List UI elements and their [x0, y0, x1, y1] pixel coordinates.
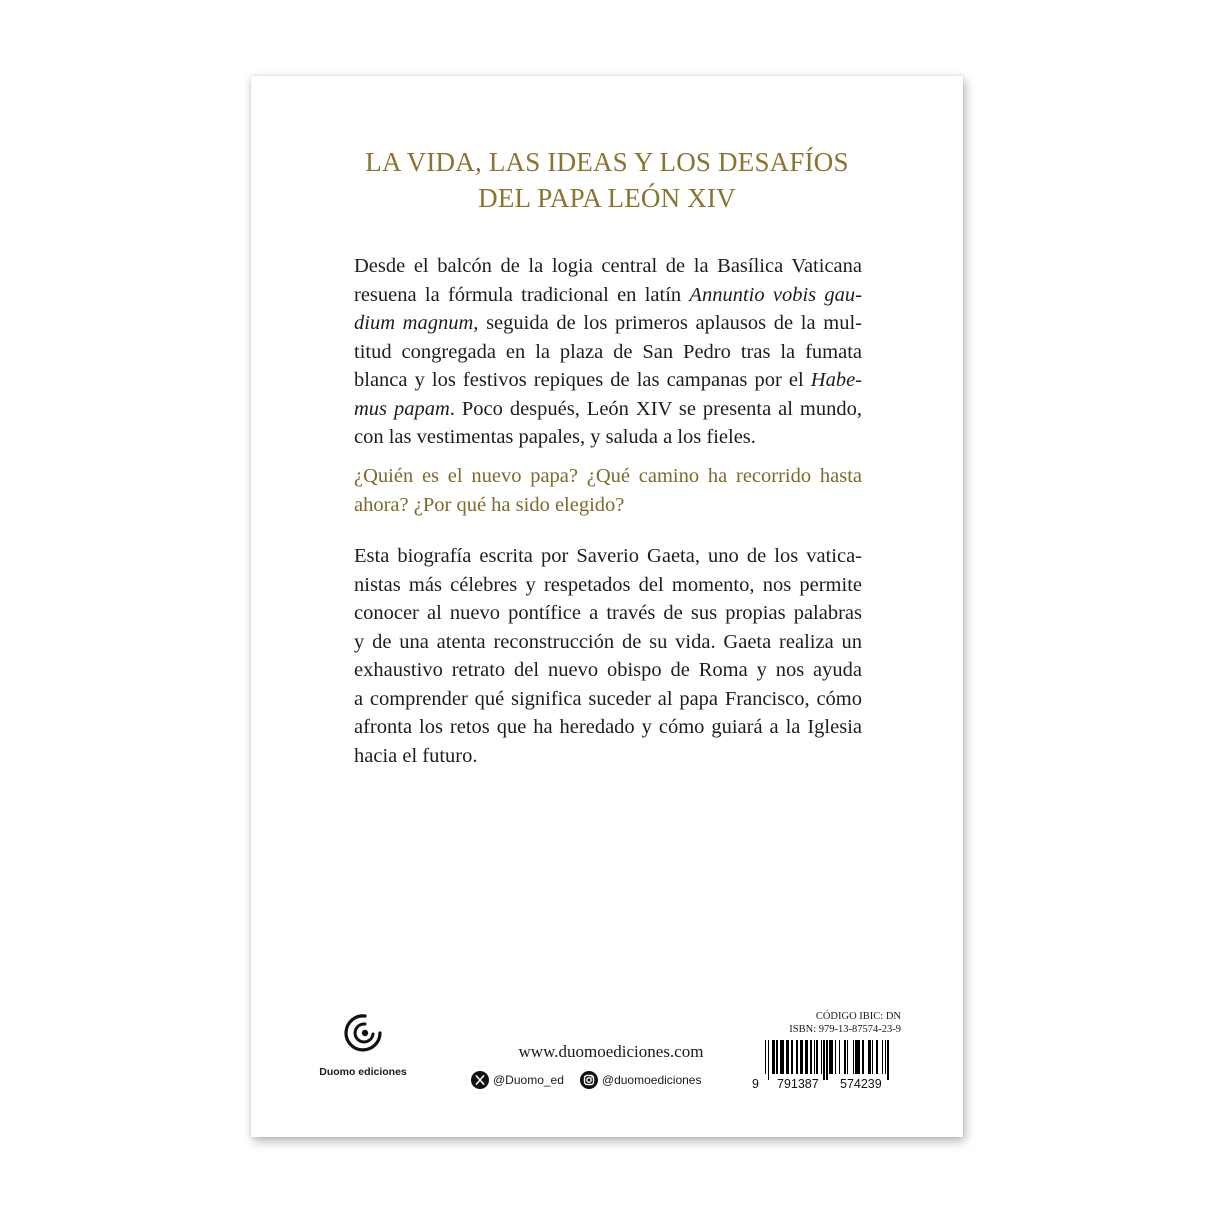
isbn-barcode — [751, 1040, 901, 1100]
paragraph-line: Desde el balcón de la logia central de la Basílica Vaticana — [354, 255, 862, 277]
synopsis-paragraph-3 — [354, 542, 862, 770]
paragraph-line: mus papam. Poco después, León XIV se presenta al mundo, — [354, 397, 862, 420]
duomo-logo-icon — [344, 1012, 382, 1058]
paragraph-line: exhaustivo retrato del nuevo obispo de Roma y nos ayuda — [354, 659, 862, 681]
barcode-lead-digit: 9 — [752, 1077, 759, 1091]
paragraph-line: resuena la fórmula tradicional en latín Annuntio vobis gau- — [354, 283, 862, 306]
social-instagram-link[interactable] — [580, 1071, 702, 1089]
synopsis-paragraph-1 — [354, 252, 862, 452]
latin-phrase: mus papam — [354, 397, 450, 420]
publisher-website[interactable]: www.duomoediciones.com — [518, 1042, 704, 1061]
instagram-handle: @duomoediciones — [601, 1073, 702, 1087]
isbn-code: ISBN: 979-13-87574-23-9 — [789, 1024, 901, 1035]
barcode-digits — [751, 1077, 901, 1093]
title-line-2: DEL PAPA LEÓN XIV — [478, 183, 736, 213]
barcode-bars — [765, 1040, 899, 1080]
paragraph-line: ¿Quién es el nuevo papa? ¿Qué camino ha recorrido hasta — [354, 465, 862, 487]
synopsis-questions — [354, 462, 862, 519]
publisher-logo — [313, 1012, 413, 1078]
book-codes — [751, 1010, 901, 1036]
instagram-icon — [580, 1071, 598, 1089]
publisher-name: Duomo ediciones — [319, 1066, 407, 1078]
book-back-cover — [251, 76, 963, 1137]
ibic-code: CÓDIGO IBIC: DN — [815, 1011, 901, 1022]
paragraph-line: Esta biografía escrita por Saverio Gaeta, uno de los vatica- — [354, 545, 862, 567]
paragraph-line: afronta los retos que ha heredado y cómo guiará a la Iglesia — [354, 716, 862, 738]
paragraph-line: a comprender qué significa suceder al papa Francisco, cómo — [354, 687, 862, 710]
social-x-link[interactable] — [471, 1071, 564, 1089]
latin-phrase: Annuntio vobis gau- — [689, 283, 862, 306]
latin-phrase: Habe- — [810, 369, 862, 391]
paragraph-line: blanca y los festivos repiques de las campanas por el Habe- — [354, 369, 862, 391]
paragraph-line: conocer al nuevo pontífice a través de sus propias palabras — [354, 602, 862, 624]
latin-phrase: dium magnum — [354, 312, 474, 334]
paragraph-line: ahora? ¿Por qué ha sido elegido? — [354, 493, 625, 516]
paragraph-line: con las vestimentas papales, y saluda a los fieles. — [354, 426, 756, 448]
x-icon — [471, 1071, 489, 1089]
social-links — [471, 1071, 717, 1089]
title-line-1: LA VIDA, LAS IDEAS Y LOS DESAFÍOS — [365, 147, 849, 177]
paragraph-line: y de una atenta reconstrucción de su vida. Gaeta realiza un — [354, 630, 862, 653]
paragraph-line: dium magnum, seguida de los primeros aplausos de la mul- — [354, 312, 862, 334]
back-cover-title — [251, 144, 963, 216]
barcode-bar — [887, 1040, 888, 1080]
paragraph-line: hacia el futuro. — [354, 744, 478, 767]
x-handle: @Duomo_ed — [493, 1073, 564, 1087]
paragraph-line: nistas más célebres y respetados del momento, nos permite — [354, 573, 862, 596]
paragraph-line: titud congregada en la plaza de San Pedro tras la fumata — [354, 340, 862, 363]
barcode-left-digits: 791387 — [777, 1077, 819, 1091]
barcode-right-digits: 574239 — [840, 1077, 882, 1091]
